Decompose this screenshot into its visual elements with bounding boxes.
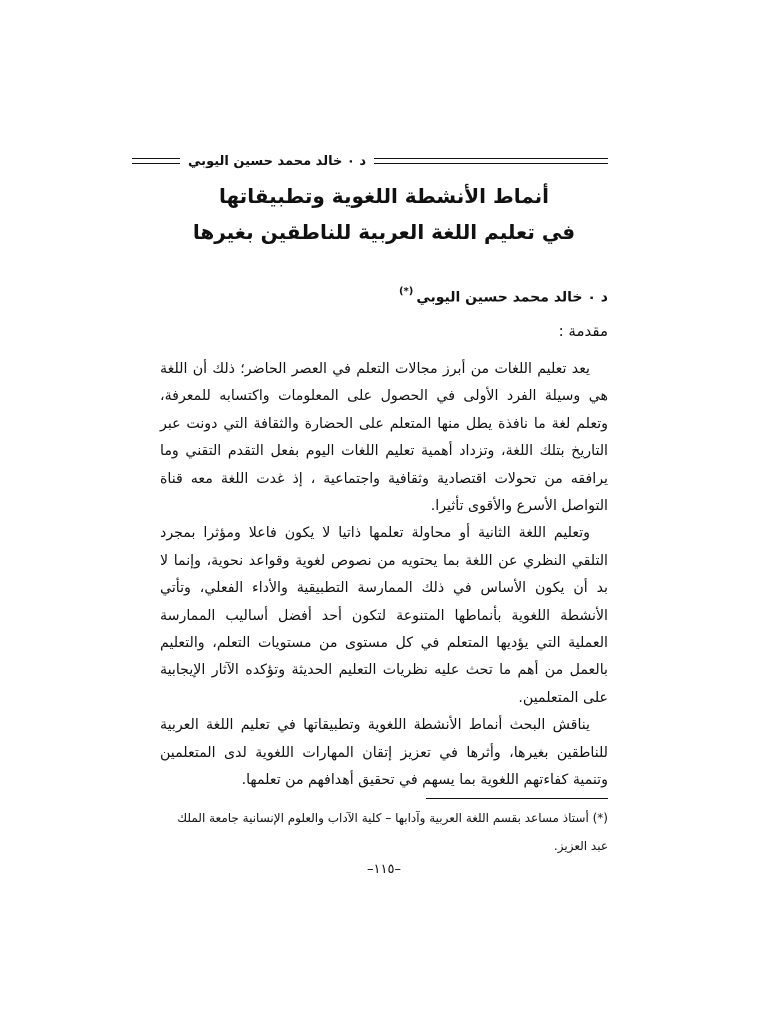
footnote	[160, 804, 608, 860]
author-line	[399, 288, 608, 306]
author-name: د ٠ خالد محمد حسين اليوبي	[416, 289, 608, 306]
title-line-2: في تعليم اللغة العربية للناطقين بغيرها	[192, 220, 576, 244]
paragraph-2: وتعليم اللغة الثانية أو محاولة تعلمها ذاتيا لا يكون فاعلا ومؤثرا بمجرد التلقي النظري عن اللغة بما يحتويه من نصوص لغوية وقواعد نحوية، وإنما لا بد أن يكون الأساس في ذلك الممارسة التطبيقية والأداء الفعلي، وتأتي الأنشطة اللغوية بأنماطها المتنوعة لتكون أحد أفضل أساليب الممارسة العملية التي يؤديها المتعلم في كل مستوى من مستويات التعلم، والتعليم بالعمل من أهم ما تحث عليه نظريات التعليم الحديثة وتؤكده الآثار الإيجابية على المتعلمين.	[160, 525, 608, 706]
header-rule-left	[132, 158, 180, 164]
article-title	[160, 178, 608, 250]
author-footnote-marker: (*)	[398, 286, 414, 297]
title-line-1: أنماط الأنشطة اللغوية وتطبيقاتها	[218, 184, 550, 208]
intro-heading: مقدمة :	[558, 322, 608, 340]
footnote-line-1: (*) أستاذ مساعد بقسم اللغة العربية وآدابها – كلية الآداب والعلوم الإنسانية جامعة الملك	[177, 811, 608, 825]
page-number: –١١٥–	[367, 862, 401, 877]
running-title: د ٠ خالد محمد حسين اليوبي	[188, 153, 366, 169]
running-header	[158, 150, 608, 172]
footnote-separator	[426, 798, 608, 799]
body-text	[160, 356, 608, 795]
paragraph-3: يناقش البحث أنماط الأنشطة اللغوية وتطبيقاتها في تعليم اللغة العربية للناطقين بغيرها، وأثرها في تعزيز إتقان المهارات اللغوية لدى المتعلمين وتنمية كفاءتهم اللغوية بما يسهم في تحقيق أهدافهم من تعلمها.	[160, 717, 608, 789]
paragraph-1: يعد تعليم اللغات من أبرز مجالات التعلم في العصر الحاضر؛ ذلك أن اللغة هي وسيلة الفرد الأولى في الحصول على المعلومات واكتسابه للمعرفة، وتعلم لغة ما نافذة يطل منها المتعلم على الحضارة والثقافة التي دونت عبر التاريخ بتلك اللغة، وتزداد أهمية تعليم اللغات اليوم بفعل التقدم التقني وما يرافقه من تحولات اقتصادية وثقافية واجتماعية ، إذ غدت اللغة معه قناة التواصل الأسرع والأقوى تأثيرا.	[160, 361, 608, 515]
footnote-line-2: عبد العزيز.	[553, 839, 608, 853]
header-rule-right	[374, 158, 608, 164]
